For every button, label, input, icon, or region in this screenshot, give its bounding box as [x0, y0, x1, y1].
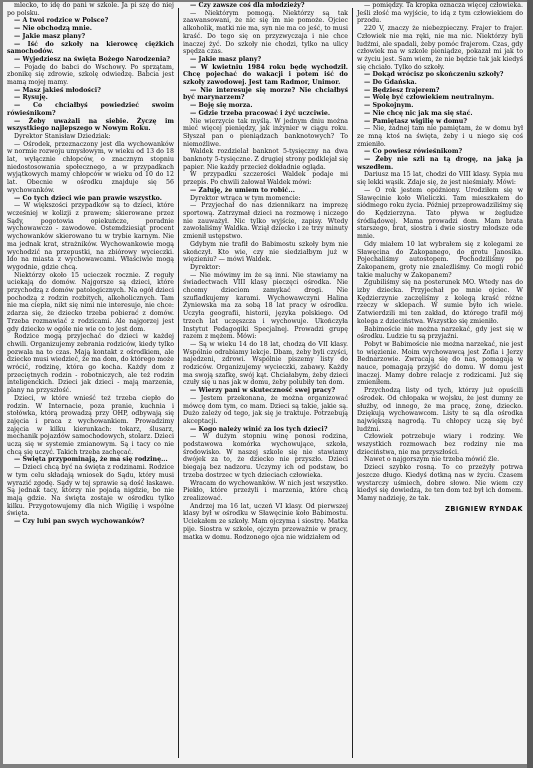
paragraph: — Nie chcę nic jak ma się stać. — [364, 109, 473, 117]
paragraph: Dzieci, w które wnieść też trzeba ciepło do rodzin. W Internacie, poza pranie, kuchnia i stołówka, którą prowadzą przy OHP, odbywają się zajęcia i praca z wychowankiem. Prowadzimy zajęcia w kilku kierunkach: tokarz, ślusarz, mechanik pojazdów samochodowych, stolarz. Dzieci uczą się w systemie zmianowym. Są i tacy co nie chcą się uczyć. Takich trzeba zachęcać. — [7, 394, 174, 456]
paragraph: Dyrektor wtrąca w tym momencie: — [190, 194, 301, 202]
paragraph: Dyrektor Stanisław Dziedziak: — [14, 132, 111, 140]
paragraph: — W kwietniu 1984 roku będę wychodził. Chcę pojechać do wakacji i potem iść do szkoły zawodowej. Jest tam Radmor, Unimor. — [183, 63, 348, 87]
paragraph: W przypadku szczerości Waldek podaje mi przepis. Po chwili żałował Waldek mówi: — [183, 171, 348, 187]
paragraph: — Święta przypominają, że ma się rodzinę... — [14, 456, 168, 464]
paragraph: — W dużym stopniu winę ponosi rodzina, podstawowa komórka wychowujące, szkoła, środowisko. W naszej szkole się nie stawiamy dwójek za to, że dziecko nie przyszło. Dzieci biegają bez nadzoru. Uczymy ich od podstaw, bo trzeba dostrzec w tych dzieciach człowieka. — [183, 433, 348, 479]
paragraph: Wracam do wychowanków. W nich jest wszystko. Piekło, które przeżyli i marzenia, które chcą zrealizować. — [183, 479, 348, 502]
paragraph: — Dzieci chcą być na święta z rodzinami. Rodzice w tym celu składają wniosek do Sądu, który musi wyrazić zgodę. Sądy w tej sprawie są dość łaskawe. Są jednak tacy, którzy nie pojadą nigdzie, bo nie mają gdzie. Na święta zostaje w ośrodku tylko kilku. Przygotowujemy dla nich Wigilię i wspólne święta. — [7, 464, 174, 518]
paragraph: — A twoi rodzice w Polsce? — [14, 17, 109, 25]
column-1 — [3, 2, 178, 764]
paragraph: — Wolę być człowiekiem neutralnym. — [364, 94, 495, 102]
paragraph: mlecko, to idę do pani w szkole. Ja pi szę do niej po polsku. — [7, 2, 174, 17]
paragraph: — pomiędzy. Ta kropka oznacza więcej człowieka. Jeśli złość ma wyjście, to idą z tym człowiekiem do przodu. — [357, 2, 523, 25]
paragraph: — Przyjechał do nas dziennikarz na imprezę sportową. Zatrzymał dzieci na rozmowę i niczego nie zauważył. Nic tylko wyjście, zapisy. Wtedy zawołaliśmy Waldka. Wziął dziecko i ze trzy minuty zmienił ustępstwo. — [183, 202, 348, 241]
paragraph: — Kogo należy winić za los tych dzieci? — [190, 425, 328, 433]
paragraph: Gdybym nie trafił do Babimostu szkoły bym nie skończył. Kto wie, czy nie siedziałbym już w więzieniu? — mówi Waldek. — [183, 240, 348, 264]
column-2 — [179, 2, 352, 764]
paragraph: — Nie, żadnej tam nie pamiętam, że w domu był ze mną ktoś na święta, żeby i u niego się coś zmieniło. — [357, 125, 523, 148]
paragraph: Andrzej ma 16 lat, uczeń VI klasy. Od pierwszej klasy był w ośrodku w Sławęcinie koło Babimostu. Uciekałem ze szkoły. Mam ojczyma i siostrę. Matka pije. Siostra w szkole, ojczym przeważnie w pracy, matka w domu. Rodzonego ojca nie widziałem od — [183, 502, 348, 541]
paragraph: — Niektórym pomogą. Niektórzy są tak zaawansowani, że nic się im nie pomoże. Ojciec alkoholik, matki nie ma, syn nie ma co jeść, to musi kraść. Do tego się on przyzwyczaja i nie chce inaczej żyć. Do szkoły nie chodzi, tylko na ulicy spędza czas. — [183, 9, 348, 56]
paragraph: — W większości przypadków są to dzieci, które wcześniej w kolizji z prawem; skierowane przez Sądy, pogotowia opiekuńcze, poradnie wychowawczo - zawodowe. Ostemdziesiąt procent wychowanków skierowano tu w trybie karnym. Nie ma jednak krat, strażników. Wychowankowie mogą wychodzić na przepustki, na zbiórowy wycieczki. Ido na miasta z wychowawcami. Właściwie mogą wygodnie, gdzie chcą. — [7, 202, 174, 271]
paragraph: — O rok jestem opóźniony. Urodziłem się w Sławęcinie koło Wieliczki. Tam mieszkałem do siódmego roku życia. Później przeprowadziliśmy się do Kędzierzyna. Tato pływa w żegludze śródlądowej. Mama prowadzi dom. Mam brata starszego, brat, siostra i dwie siostry młodsze ode mnie. — [357, 186, 523, 241]
paragraph: — Do Gdańska. — [364, 79, 417, 87]
paragraph: — Jestem przekonana, że można organizować mówcę dom tym, co mam. Dzieci są takie, jakie są. Dużo zależy od tego, jak się je traktuje. Potrzebują akceptacji. — [183, 394, 348, 425]
author-signature: ZBIGNIEW RYNDAK — [445, 504, 523, 513]
paragraph: Dariusz ma 15 lat, chodzi do VIII klasy. Sypia mu się lekki wąsik. Zdaje się, że jest nieśmiały. Mówi: — [357, 171, 523, 187]
paragraph: — Będziesz frajerem? — [364, 86, 440, 94]
paragraph: — Gdzie trzeba pracować i żyć uczciwie. — [190, 109, 331, 117]
paragraph: — Czy lubi pan swych wychowanków? — [14, 518, 145, 526]
paragraph: — Co chciałbyś powiedzieć swoim rówieśnikom? — [7, 102, 174, 117]
paragraph: — Pojadę do babci do Wschowy. Po sprzątam, zbonikę się zdrowie, szkolę odwiedzę. Babcia jest mamą mojej mamy. — [7, 63, 174, 87]
paragraph: — Nie obchodzą mnie. — [14, 25, 92, 33]
paragraph: — Co powiesz rówieśnikom? — [364, 148, 463, 156]
paragraph: Dzieci szybko rosną. To co przeżyły potrwa jeszcze długo. Kiedyś dotkną nas w życiu. Czasem wystarczy uśmiech, dobre słowo. Nie wiem czy kiedyś się dowiedzą, że ten dom też był ich domem. Mamy nadzieję, że tak. — [357, 464, 523, 502]
paragraph: — Rysuję. — [14, 94, 48, 102]
paragraph: — Boję się morza. — [190, 102, 253, 110]
newspaper-page — [3, 2, 527, 764]
paragraph: — Pamiętasz wigilię w domu? — [364, 117, 468, 125]
paragraph: — Czy zawsze coś dla młodzieży? — [190, 2, 305, 9]
paragraph: Babimoście nie można narzekać, gdy jest się w ośrodku. Ludzie tu są przyjaźni. — [357, 325, 523, 341]
paragraph: — Załuję, że umiem to robić... — [190, 186, 295, 194]
paragraph: Waldek rozdzielał banknot 5-tysięczny na dwa banknoty 5-tysięczne. Z drugiej strony podklejał się papier. Nie każdy przecież dokładnie ogląda. — [183, 148, 348, 171]
paragraph: — Wyjedziesz na święta Bożego Narodzenia? — [14, 55, 171, 63]
paragraph: — Spokojnym. — [364, 102, 414, 110]
paragraph: Rodzice mogą przyjechać do dzieci w każdej chwili. Organizujemy zebrania rodziców, kiedy tylko pozwala na to czas. Mają kontakt z ośrodkiem, ale dziecko musi wiedzieć, że ma dom, do którego może wrócić, rodzinę, która go kocha. Każdy dom z przeciętnych rodzin - robotniczych, ale też rodzin inteligenckich. Dzieci jak dzieci - mają marzenia, plany na przyszłość. — [7, 333, 174, 395]
paragraph: Gdy miałem 10 lat wybrałem się z kolegami ze Sławęcina do Zakopanego, do grotu Janosika. Pojechaliśmy autostopem. Pochodziliśmy po Zakopanem, groty nie znaleźliśmy. Co mogli robić takie maluchy w Zakopanem? — [357, 240, 523, 279]
paragraph: — Wierzy pani w skuteczność swej pracy? — [190, 387, 336, 395]
paragraph: Przychodzą listy od tych, którzy już opuścili ośrodek. Od chłopaka w wojsku, że jest dumny ze służby, od innego, że ma pracę, żonę, dziecko. Dziękują wychowawcom. Listy te są dla ośrodka największą nagrodą. Tu chłopcy uczą się być ludźmi. — [357, 387, 523, 433]
paragraph: — Żeby uważali na siebie. Życzę im wszystkiego najlepszego w Nowym Roku. — [7, 117, 174, 133]
paragraph: Pobyt w Babimoście nie można narzekać, nie jest to więzienie. Moim wychowawcą jest Zofia i Jerzy Bednarzowie. Zwracają się do nas, pomagają w nauce, pomagają przyjść do domu. W domu jest inaczej. Mamy dobre relacje z rodzicami. Już się zmieniłem. — [357, 340, 523, 387]
paragraph: Nie wierzycie tak myślą. W jednym dniu można mieć więcej pieniędzy, jak inżynier w ciągu roku. Słyszał pan o pieniądzach banknotowych? To niemożliwe. — [183, 117, 348, 148]
paragraph: — Żeby nie szli na tą drogę, na jaką ja wszedłem. — [357, 156, 523, 171]
paragraph: Dyrektor: — [190, 263, 221, 271]
paragraph: — Nie interesuje się morze? Nie chciałbyś być marynarzem? — [183, 86, 348, 102]
paragraph: Człowiek potrzebuje wiary i rodziny. We wszystkich rozmowach bez rodziny nie ma dzieciństwa, nie ma przyszłości. — [357, 433, 523, 456]
scan-edge — [527, 0, 533, 768]
paragraph: 220 V, znaczy że niebezpieczny. Frajer to frajer. Człowiek nie ma ręki, nie ma nic. Niektórzy byli ludźmi, ale spadali, żeby pomóc frajerom. Czas, gdy człowiek ma w szkole pieniądze, pokazał mi jak to w życiu jest. Sam wiem, że nie będzie tak jak kiedyś się chciało. Tylko do szkoły. — [357, 25, 523, 71]
paragraph: — Dokąd wrócisz po skończeniu szkoły? — [364, 71, 504, 79]
paragraph: — Masz jakieś młodości? — [14, 86, 101, 94]
paragraph: — Są w wieku 14 do 18 lat, chodzą do VII klasy. Wspólnie odrabiamy lekcje. Dbam, żeby byli czyści, najedzeni, zdrowi. Wspólnie piszemy listy do rodziców. Organizujemy wycieczki, zabawy. Każdy ma swoją szafkę, swój kąt. Chciałabym, żeby dzieci czuły się u nas jak w domu, żeby polubiły ten dom. — [183, 340, 348, 387]
paragraph: — Nie mówimy im że są inni. Nie stawiamy na świadectwach VIII klasy pieczęci ośrodka. Nie chcemy dzieciom zamykać drogi. Nie szufladkujemy karami. Wychowawczyni Halina Żyniewska ma za sobą 18 lat pracy w ośrodku. Uczyła geografii, historii, języka polskiego. Od trzech lat uczęszcza i wychowuje. Ukończyła Instytut Pedagogiki Specjalnej. Prowadzi grupę razem z mężem. Mówi: — [183, 271, 348, 341]
paragraph: — Jakie masz plany? — [190, 55, 262, 63]
paragraph: Zgubiliśmy się na posterunek MO. Wtedy nas do izby dziecka. Przyjechał po mnie ojciec. W Kędzierzynie zaczęliśmy z kolegą kraść różne rzeczy w sklepach. W sumie było ich wiele. Zatwierdzili mi ten zakład, do którego trafił mój kolega z dzieciństwa. Wszystko się zmieniło. — [357, 279, 523, 325]
paragraph: Nawet o najgorszym nie trzeba mówić źle. — [364, 456, 500, 464]
paragraph: — Iść do szkoły na kierowcę ciężkich samochodów. — [7, 40, 174, 56]
paragraph: Niektórzy około 15 ucieczek rocznie. Z reguły uciekają do domów. Najgorsze są dzieci, które przychodzą z domów patologicznych. Na ogół dzieci pochodzą z rodzin rozbitych, alkoholicznych. Tam nie ma ciepła, nikt się nimi nie interesuje, nie chce: zdarza się, że dziecko trzeba pobierać z domów. Trzeba rozmawiać z rodzicami. Ale najgorzej jest gdy dziecko w ogóle nie wie co to jest dom. — [7, 271, 174, 333]
column-3 — [353, 2, 527, 764]
paragraph: — Jakie masz plany? — [14, 32, 86, 40]
paragraph: — Ośrodek, przeznaczony jest dla wychowanków w normie rozwoju umysłowym, w wieku od 13 do 18 lat, wyłącznie chłopców, o znacznym stopniu niedostosowania społecznego, a w przypadkach wyjątkowych mamy chłopców w wieku od 10 do 12 lat. Obecnie w ośrodku znajduje się 56 wychowanków. — [7, 140, 174, 194]
paragraph: — Co tych dzieci wie pan prawie wszystko. — [14, 194, 162, 202]
